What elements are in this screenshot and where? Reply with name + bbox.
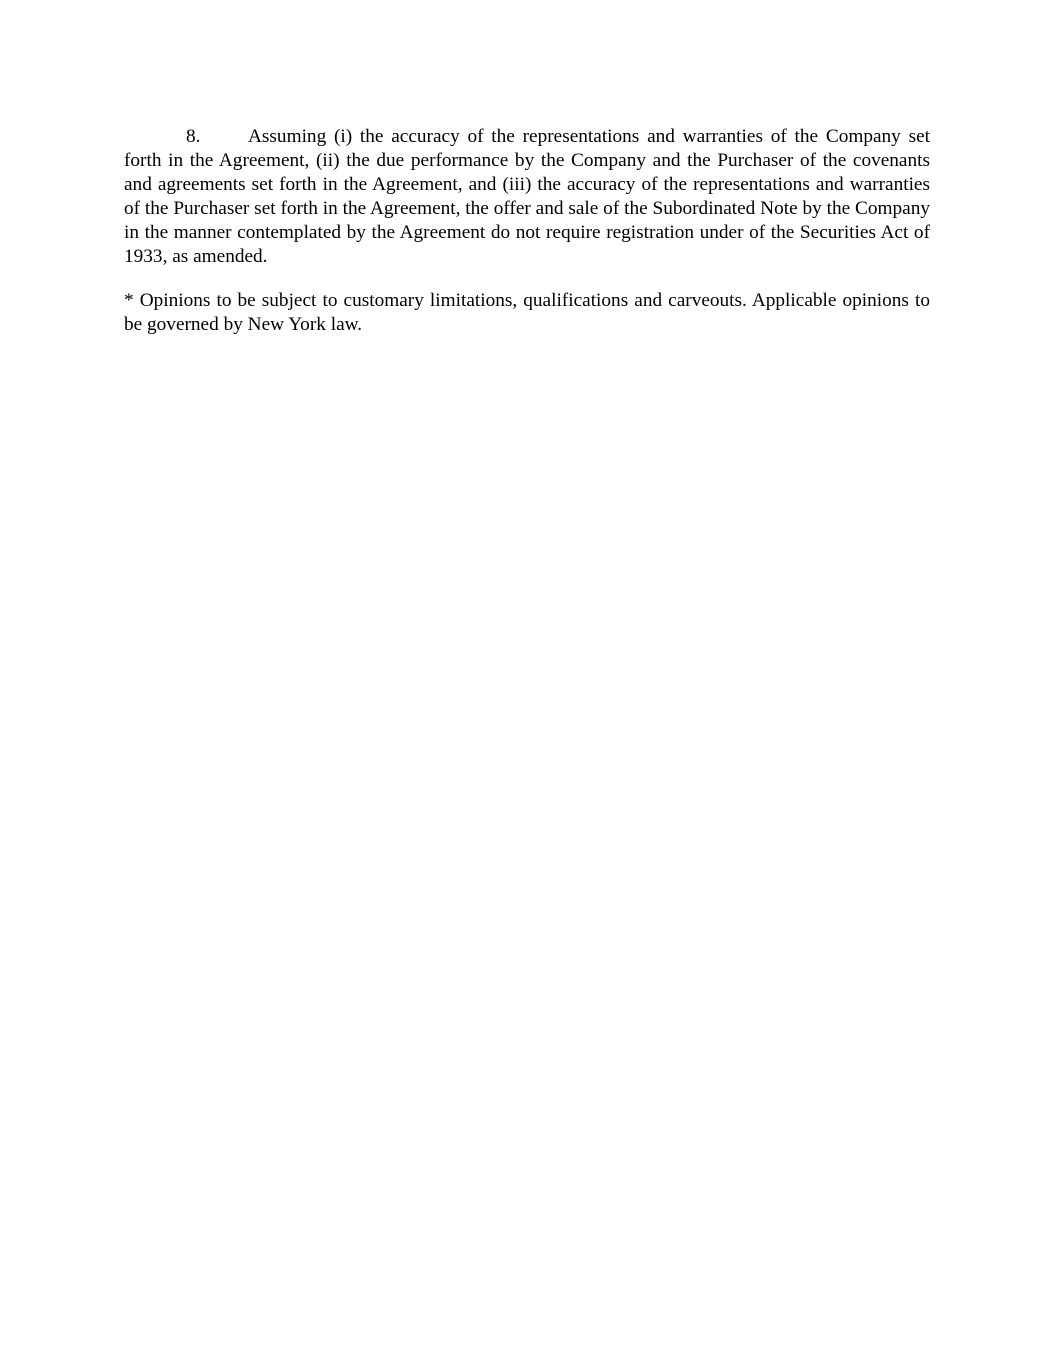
document-body [124,125,930,337]
paragraph-number: 8. [186,126,201,147]
paragraph-8-text: Assuming (i) the accuracy of the representations and warranties of the Company set forth in the Agreement, (ii) the due performance by the Company and the Purchaser of the covenants and agreements set forth in the Agreement, and (iii) the accuracy of the representations and warranties of the Purchaser set forth in the Agreement, the offer and sale of the Subordinated Note by the Company in the manner contemplated by the Agreement do not require registration under of the Securities Act of 1933, as amended. [124,126,930,267]
footnote: * Opinions to be subject to customary limitations, qualifications and carveouts. Applicable opinions to be governed by New York law. [124,290,930,335]
paragraph-8 [124,125,930,269]
